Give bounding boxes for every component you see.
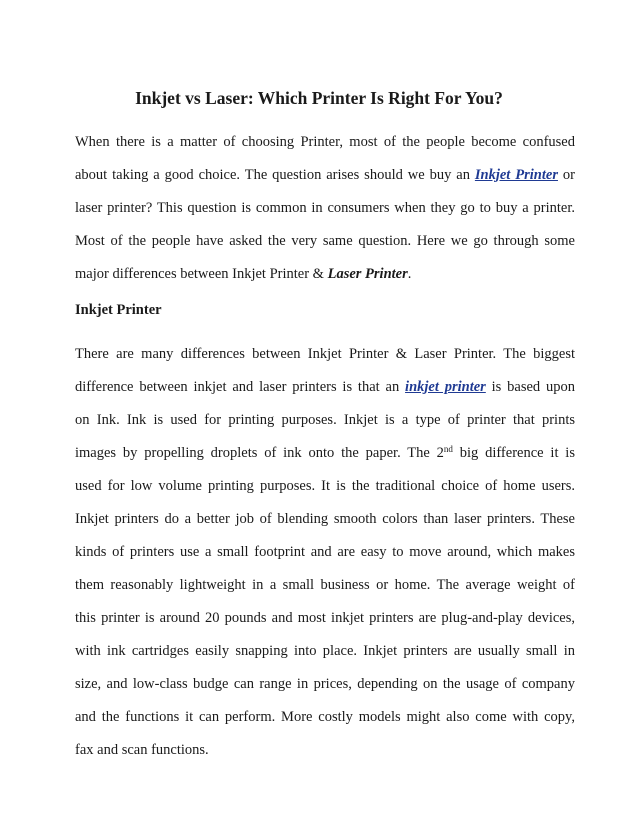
inkjet-paragraph (75, 342, 575, 771)
body-line-9: this printer is around 20 pounds and most inkjet printers are plug-and-play devices, (75, 610, 575, 626)
intro-line-4: Most of the people have asked the very same question. Here we go through some (75, 233, 575, 249)
intro-line-5-end: . (407, 266, 412, 282)
body-line-2-text: difference between inkjet and laser printers is that an (75, 379, 406, 395)
intro-line-2-end: or (557, 167, 575, 183)
body-line-6: Inkjet printers do a better job of blending smooth colors than laser printers. These (75, 511, 575, 527)
inkjet-printer-link[interactable]: Inkjet Printer (474, 167, 558, 183)
body-line-3: on Ink. Ink is used for printing purposes. Inkjet is a type of printer that prints (75, 412, 575, 428)
body-line-2-end: is based upon (485, 379, 576, 395)
intro-line-1: When there is a matter of choosing Printer, most of the people become confused (75, 134, 575, 150)
intro-paragraph (75, 130, 575, 295)
body-line-5: used for low volume printing purposes. It is the traditional choice of home users. (75, 478, 575, 494)
inkjet-printer-inline-link[interactable]: inkjet printer (405, 379, 486, 395)
body-line-10: with ink cartridges easily snapping into place. Inkjet printers are usually small in (75, 643, 575, 659)
laser-printer-emphasis: Laser Printer (327, 266, 408, 282)
body-line-4-end: big difference it is (452, 445, 575, 461)
body-line-4 (75, 441, 575, 474)
intro-line-2-text: about taking a good choice. The question arises should we buy an (75, 167, 475, 183)
intro-line-5-text: major differences between Inkjet Printer & (75, 266, 328, 282)
body-line-11: size, and low-class budge can range in prices, depending on the usage of company (75, 676, 575, 692)
section-heading-inkjet: Inkjet Printer (75, 302, 162, 318)
body-line-4-text: images by propelling droplets of ink onto the paper. The 2 (75, 445, 444, 461)
body-line-13: fax and scan functions. (75, 742, 209, 758)
intro-line-5 (75, 262, 575, 295)
ordinal-superscript: nd (443, 444, 453, 454)
intro-line-2 (75, 163, 575, 196)
body-line-7: kinds of printers use a small footprint and are easy to move around, which makes (75, 544, 575, 560)
body-line-2 (75, 375, 575, 408)
body-line-8: them reasonably lightweight in a small business or home. The average weight of (75, 577, 575, 593)
intro-line-3: laser printer? This question is common in consumers when they go to buy a printer. (75, 200, 575, 216)
body-line-12: and the functions it can perform. More costly models might also come with copy, (75, 709, 575, 725)
page-title: Inkjet vs Laser: Which Printer Is Right For You? (135, 88, 503, 108)
body-line-1: There are many differences between Inkjet Printer & Laser Printer. The biggest (75, 346, 575, 362)
